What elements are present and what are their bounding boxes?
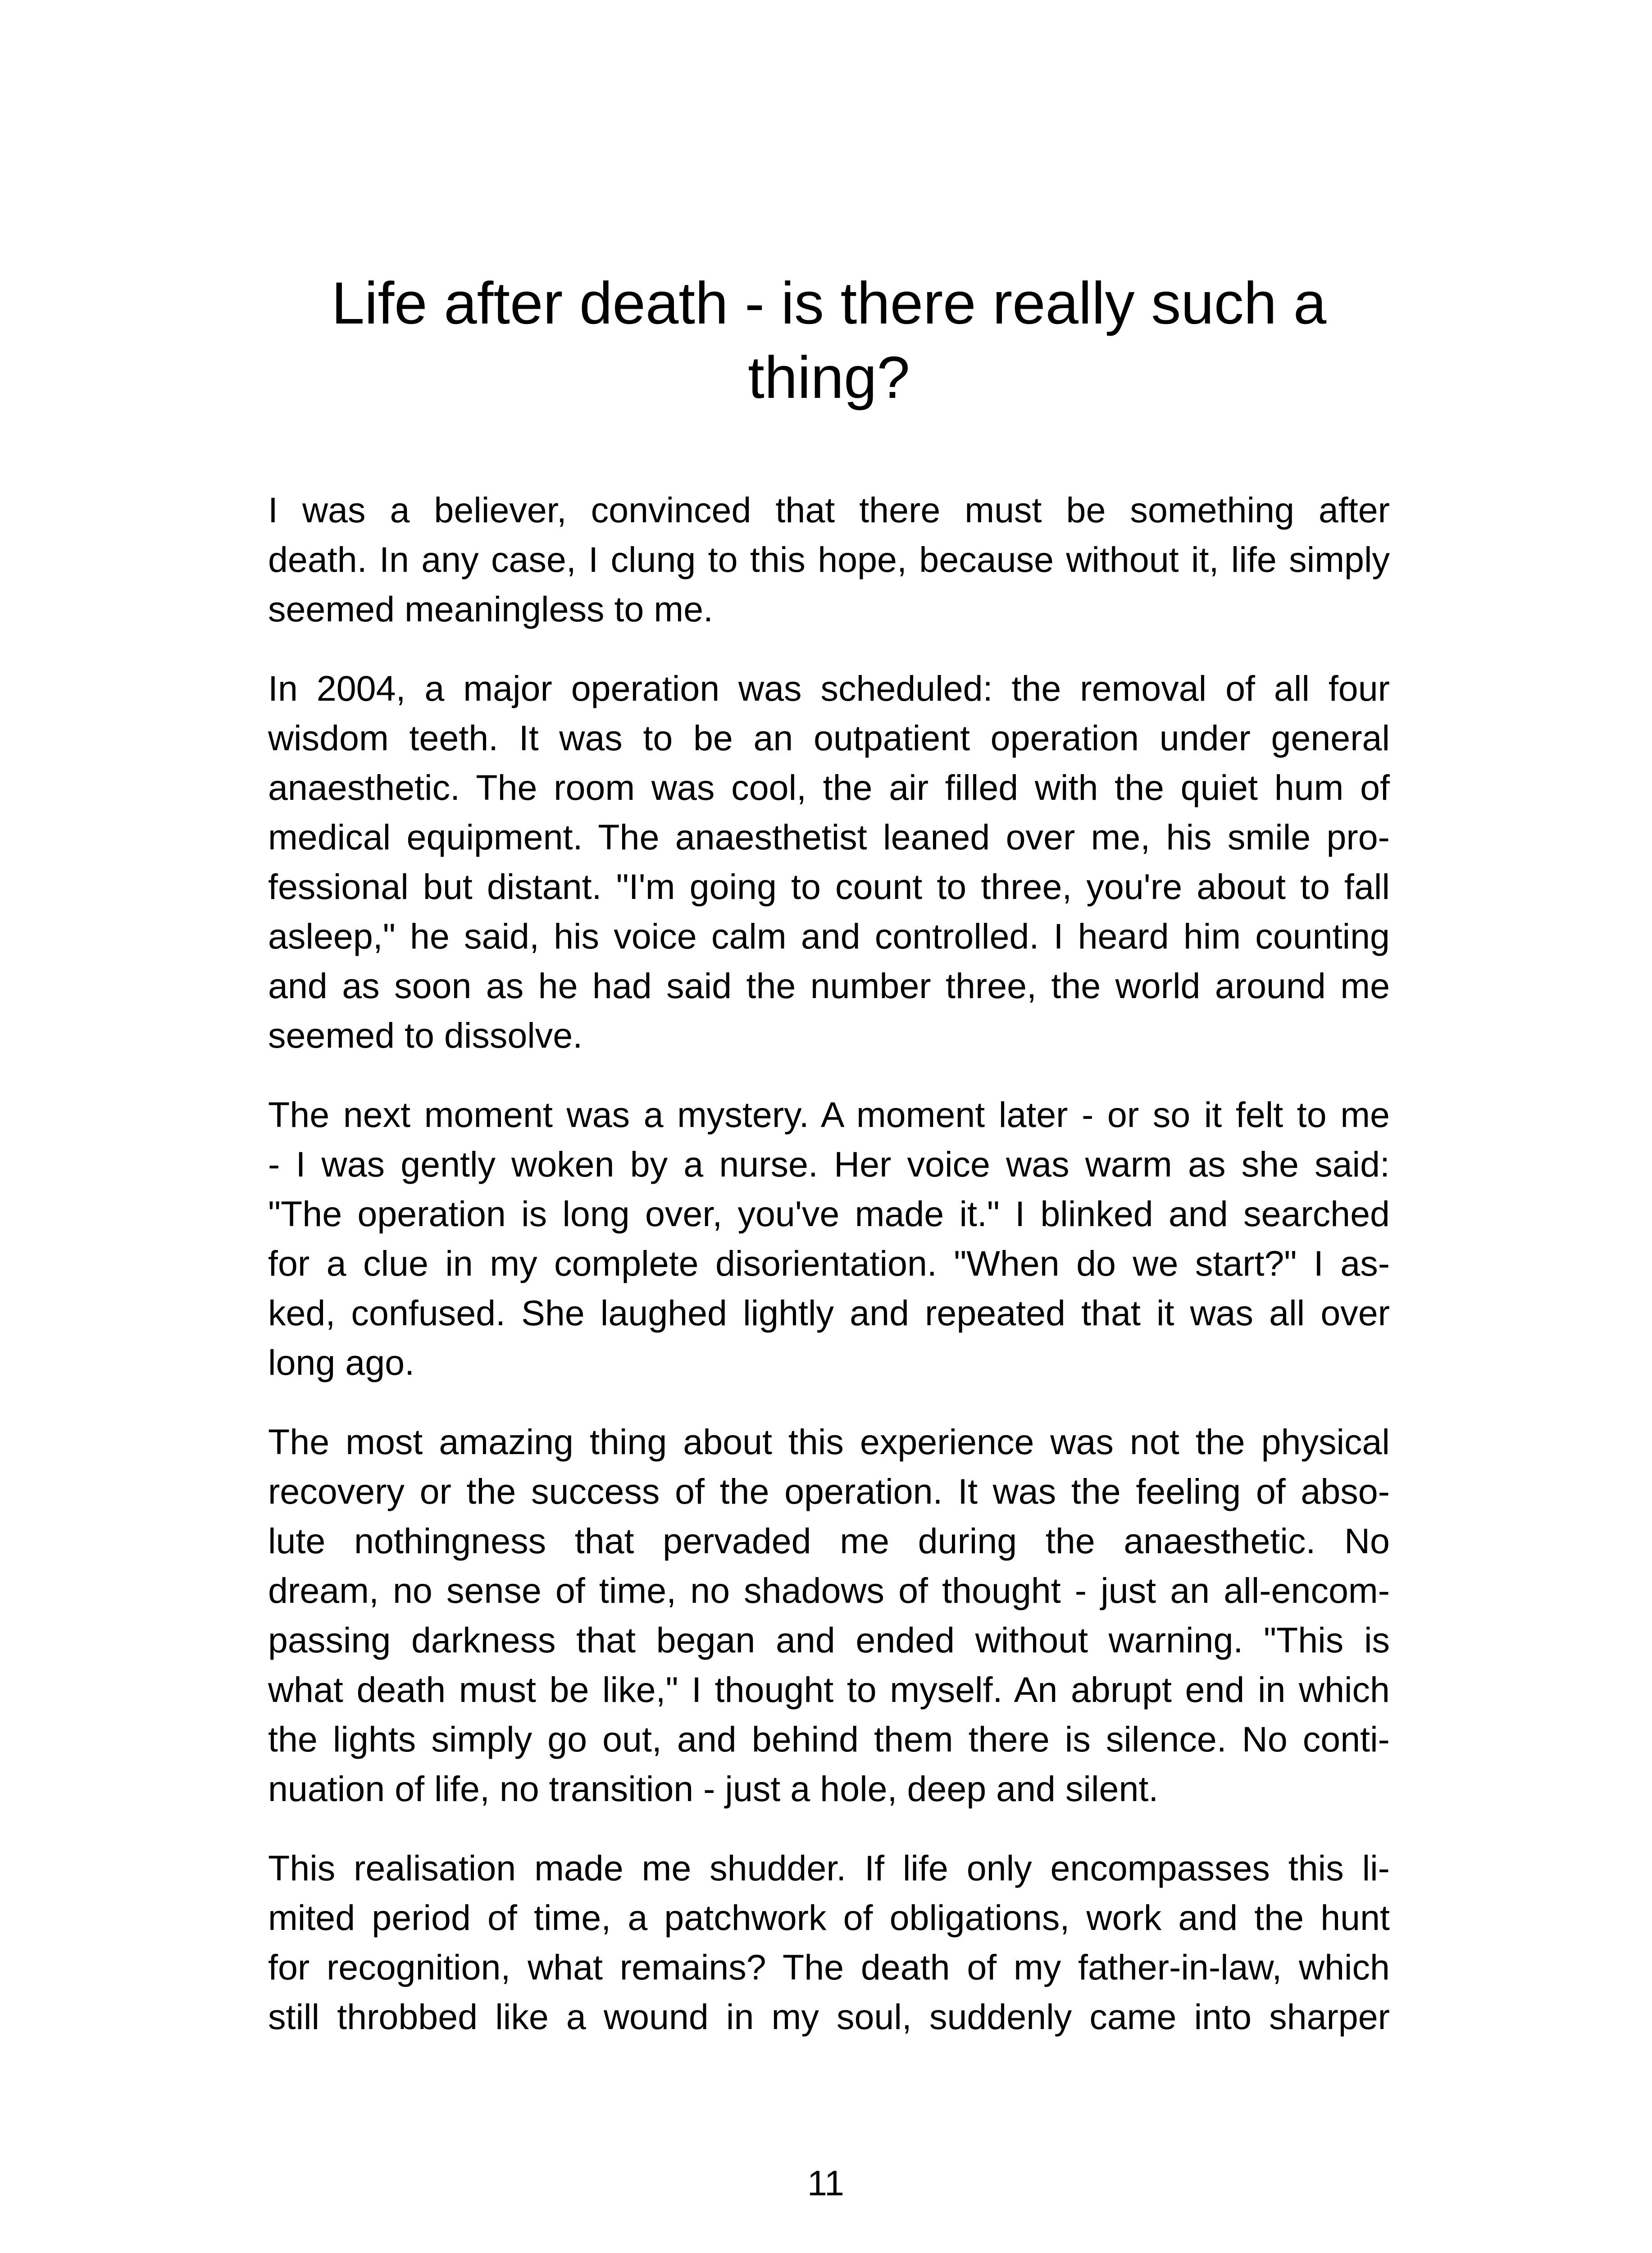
paragraph-nothingness bbox=[268, 1417, 1390, 1814]
text-line: fessional but distant. "I'm going to count to three, you're about to fall bbox=[268, 867, 1390, 907]
text-line: The most amazing thing about this experience was not the physical bbox=[268, 1422, 1390, 1462]
text-line: lute nothingness that pervaded me during the anaesthetic. No bbox=[268, 1521, 1390, 1561]
page-number: 11 bbox=[807, 2163, 844, 2203]
text-line: The next moment was a mystery. A moment later - or so it felt to me bbox=[268, 1095, 1390, 1135]
text-line: for a clue in my complete disorientation. "When do we start?" I as- bbox=[268, 1243, 1390, 1283]
text-line: still throbbed like a wound in my soul, suddenly came into sharper bbox=[268, 1997, 1390, 2037]
text-line: asleep," he said, his voice calm and controlled. I heard him counting bbox=[268, 916, 1390, 956]
text-line: passing darkness that began and ended without warning. "This is bbox=[268, 1620, 1390, 1660]
text-line: - I was gently woken by a nurse. Her voice was warm as she said: bbox=[268, 1144, 1390, 1184]
text-line: medical equipment. The anaesthetist leaned over me, his smile pro- bbox=[268, 817, 1390, 857]
chapter-title bbox=[268, 266, 1390, 415]
text-line: what death must be like," I thought to myself. An abrupt end in which bbox=[268, 1669, 1390, 1710]
text-line: "The operation is long over, you've made it." I blinked and searched bbox=[268, 1194, 1390, 1234]
paragraph-operation bbox=[268, 664, 1390, 1060]
text-line: long ago. bbox=[268, 1342, 415, 1382]
text-line: recovery or the success of the operation. It was the feeling of abso- bbox=[268, 1471, 1390, 1511]
text-line: seemed meaningless to me. bbox=[268, 589, 714, 629]
text-line: mited period of time, a patchwork of obligations, work and the hunt bbox=[268, 1897, 1390, 1938]
text-line: anaesthetic. The room was cool, the air filled with the quiet hum of bbox=[268, 767, 1390, 807]
body-text bbox=[268, 485, 1390, 2071]
text-line: the lights simply go out, and behind them there is silence. No conti- bbox=[268, 1719, 1390, 1759]
paragraph-waking bbox=[268, 1090, 1390, 1387]
text-line: and as soon as he had said the number three, the world around me bbox=[268, 966, 1390, 1006]
text-line: seemed to dissolve. bbox=[268, 1015, 583, 1055]
chapter-title-line: Life after death - is there really such a bbox=[331, 270, 1327, 336]
chapter-title-line: thing? bbox=[748, 344, 910, 410]
text-line: ked, confused. She laughed lightly and repeated that it was all over bbox=[268, 1293, 1390, 1333]
text-line: In 2004, a major operation was scheduled: the removal of all four bbox=[268, 668, 1390, 708]
text-line: This realisation made me shudder. If life only encompasses this li- bbox=[268, 1848, 1390, 1888]
text-line: wisdom teeth. It was to be an outpatient operation under general bbox=[268, 718, 1390, 758]
paragraph-believer bbox=[268, 485, 1390, 634]
text-line: death. In any case, I clung to this hope, because without it, life simply bbox=[268, 539, 1390, 579]
paragraph-realisation bbox=[268, 1843, 1390, 2042]
text-line: for recognition, what remains? The death of my father-in-law, which bbox=[268, 1947, 1390, 1987]
text-line: dream, no sense of time, no shadows of thought - just an all-encom- bbox=[268, 1570, 1390, 1610]
text-line: I was a believer, convinced that there must be something after bbox=[268, 490, 1390, 530]
text-line: nuation of life, no transition - just a hole, deep and silent. bbox=[268, 1769, 1159, 1809]
